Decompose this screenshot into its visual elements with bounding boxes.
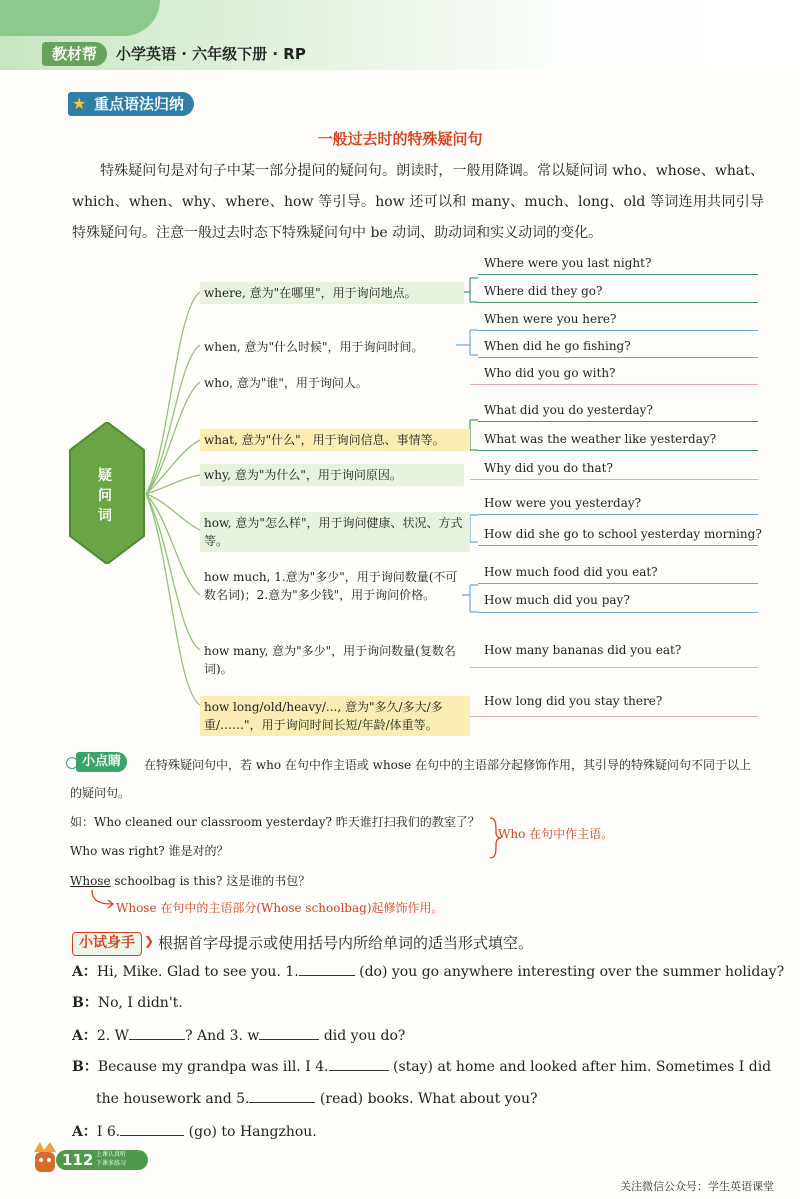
- branch-why: why, 意为"为什么"，用于询问原因。: [200, 464, 464, 486]
- slogan-line-1: 上课认真听: [96, 1151, 127, 1158]
- section-title: 一般过去时的特殊疑问句: [317, 130, 483, 148]
- brace-note: Who 在句中作主语。: [498, 827, 614, 841]
- example-rule: [478, 514, 758, 515]
- line-text: (stay) at home and looked after him. Sometimes I did: [388, 1059, 772, 1075]
- intro-paragraph: 特殊疑问句是对句子中某一部分提问的疑问句。朗读时，一般用降调。常以疑问词 who、whose、what、which、when、why、where、how 等引导。how 还可以和 many、much、long、old 等词连用共同引导特殊疑问句。注意一般过去时态下特殊疑问句中 be 动词、助动词和实义动词的变化。: [72, 163, 764, 241]
- example-item: How were you yesterday?: [484, 496, 642, 510]
- exercise-instruction: 根据首字母提示或使用括号内所给单词的适当形式填空。: [158, 934, 534, 952]
- example-rule: [478, 612, 758, 613]
- line-text: (read) books. What about you?: [315, 1091, 538, 1107]
- example-item: Who did you go with?: [484, 366, 616, 380]
- branch-when: when, 意为"什么时候"，用于询问时间。: [204, 340, 424, 354]
- blank-2[interactable]: [129, 1025, 185, 1040]
- page-number: 112: [62, 1151, 94, 1169]
- blank-6[interactable]: [120, 1121, 184, 1136]
- dialog-line-3: [72, 1025, 405, 1047]
- speaker-a: A：: [72, 1124, 97, 1140]
- example-item: How much did you pay?: [484, 593, 630, 607]
- section-badge: 重点语法归纳: [68, 92, 194, 116]
- line-text: (do) you go anywhere interesting over the summer holiday?: [354, 964, 785, 980]
- dialog-line-5: [96, 1088, 538, 1110]
- line-text: the housework and 5.: [96, 1091, 250, 1107]
- header-badge: 教材帮: [42, 42, 107, 66]
- line-text: did you do?: [319, 1028, 406, 1044]
- branch-what: what, 意为"什么"，用于询问信息、事情等。: [200, 429, 470, 451]
- speaker-b: B：: [72, 1059, 98, 1075]
- example-rule: [470, 479, 758, 480]
- slogan-line-2: 下课多练习: [96, 1160, 127, 1167]
- example-rule: [478, 357, 758, 358]
- example-rule: [478, 583, 758, 584]
- example-item: What did you do yesterday?: [484, 403, 653, 417]
- line-text: No, I didn't.: [97, 995, 183, 1011]
- example-item: How much food did you eat?: [484, 565, 658, 579]
- tip-text: 在特殊疑问句中，若 who 在句中作主语或 whose 在句中的主语部分起修饰作用，其引导的特殊疑问句不同于以上的疑问句。: [70, 758, 751, 800]
- header-corner: [0, 0, 160, 36]
- example-item: How did she go to school yesterday morning?: [484, 527, 762, 541]
- example-rule: [470, 716, 758, 717]
- example-item: Why did you do that?: [484, 461, 613, 475]
- example-rule: [478, 450, 758, 451]
- example-item: How long did you stay there?: [484, 694, 663, 708]
- example-rule: [478, 421, 758, 422]
- center-label: 疑问词: [98, 468, 112, 524]
- arrow-note: Whose 在句中的主语部分(Whose schoolbag)起修饰作用。: [116, 901, 444, 915]
- example-item: When did he go fishing?: [484, 339, 631, 353]
- speaker-a: A：: [72, 964, 97, 980]
- example-item: What was the weather like yesterday?: [484, 432, 717, 446]
- tip-badge: 小点睛: [76, 752, 127, 772]
- arrow-right-icon: ❯: [144, 934, 155, 948]
- speaker-b: B：: [72, 995, 98, 1011]
- line-text: ? And 3. w: [185, 1028, 260, 1044]
- example-rule: [478, 545, 758, 546]
- tip-example-3: [70, 870, 310, 892]
- blank-3[interactable]: [259, 1025, 319, 1040]
- dialog-line-1: [72, 961, 784, 983]
- blank-4[interactable]: [329, 1056, 389, 1071]
- header-title: 小学英语 · 六年级下册 · RP: [116, 45, 306, 63]
- branch-where: where, 意为"在哪里"，用于询问地点。: [200, 282, 464, 304]
- exercise-badge: 小试身手: [72, 932, 142, 956]
- dialog-line-4: [72, 1056, 771, 1078]
- branch-who: who, 意为"谁"，用于询问人。: [204, 376, 368, 390]
- example-rule: [478, 302, 758, 303]
- example-rule: [478, 274, 758, 275]
- example-item: Where were you last night?: [484, 256, 652, 270]
- branch-how-long: how long/old/heavy/..., 意为"多久/多大/多重/……"，用于询问时间长短/年龄/体重等。: [200, 696, 470, 736]
- tip-example-3-rest: schoolbag is this? 这是谁的书包？: [110, 874, 311, 888]
- dialog-line-6: [72, 1121, 317, 1143]
- example-item: Where did they go?: [484, 284, 603, 298]
- example-rule: [470, 667, 758, 668]
- tip-example-2: Who was right? 谁是对的？: [70, 844, 229, 858]
- branch-how-many: how many, 意为"多少"，用于询问数量(复数名词)。: [204, 644, 456, 676]
- branch-how-much: how much, 1.意为"多少"，用于询问数量(不可数名词)；2.意为"多少钱"，用于询问价格。: [204, 570, 458, 602]
- wechat-footer: 关注微信公众号：学生英语课堂: [620, 1180, 774, 1193]
- line-text: Hi, Mike. Glad to see you. 1.: [96, 964, 299, 980]
- line-text: (go) to Hangzhou.: [184, 1124, 317, 1140]
- line-text: Because my grandpa was ill. I 4.: [97, 1059, 329, 1075]
- example-item: How many bananas did you eat?: [484, 643, 682, 657]
- dialog-line-2: [72, 992, 183, 1014]
- example-rule: [478, 330, 758, 331]
- speaker-a: A：: [72, 1028, 97, 1044]
- line-text: I 6.: [96, 1124, 121, 1140]
- example-item: When were you here?: [484, 312, 617, 326]
- star-icon: ★: [72, 94, 87, 113]
- whose-word: Whose: [70, 874, 111, 888]
- branch-how: how, 意为"怎么样"，用于询问健康、状况、方式等。: [200, 512, 470, 552]
- line-text: 2. W: [96, 1028, 130, 1044]
- blank-1[interactable]: [299, 961, 355, 976]
- tip-example-1: 如：Who cleaned our classroom yesterday? 昨天谁打扫我们的教室了？: [70, 815, 480, 829]
- blank-5[interactable]: [249, 1088, 315, 1103]
- example-rule: [470, 384, 758, 385]
- arrow-icon: [90, 890, 118, 910]
